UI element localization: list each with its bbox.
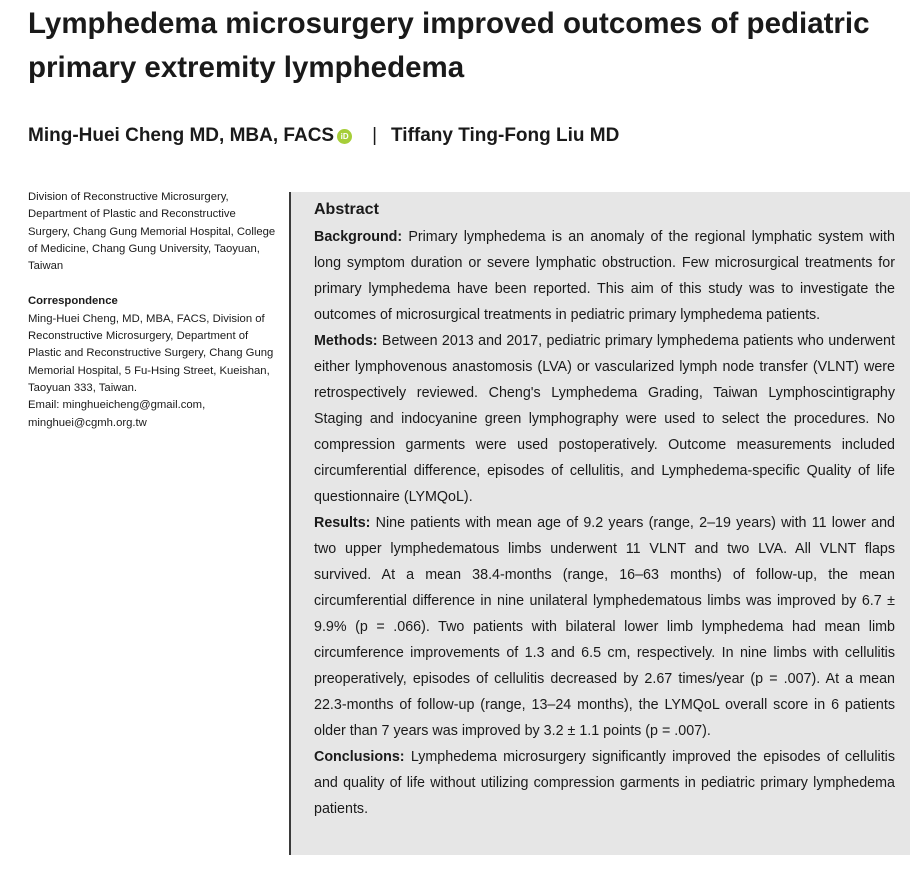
article-title: Lymphedema microsurgery improved outcomes of pediatric primary extremity lymphedema xyxy=(28,7,870,84)
correspondence-email[interactable]: Email: minghueicheng@gmail.com, minghuei@cgmh.org.tw xyxy=(28,399,206,429)
conclusions-text: Lymphedema microsurgery significantly improved the episodes of cellulitis and quality of life without utilizing compression garments in pediatric primary lymphedema patients. xyxy=(314,749,895,817)
background-text: Primary lymphedema is an anomaly of the regional lymphatic system with long symptom duration or severe lymphatic obstruction. Few microsurgical treatments for primary lymphedema have been reported. This aim of this study was to investigate the outcomes of microsurgical treatments in pediatric primary lymphedema patients. xyxy=(314,229,895,323)
author-liu[interactable]: Tiffany Ting-Fong Liu MD xyxy=(391,125,620,146)
correspondence-address: Ming-Huei Cheng, MD, MBA, FACS, Division of Reconstructive Microsurgery, Department of Plastic and Reconstructive Surgery, Chang Gung Memorial Hospital, 5 Fu-Hsing Street, Kueishan, Taoyuan 333, Taiwan. xyxy=(28,312,274,394)
orcid-icon[interactable]: iD xyxy=(337,129,352,144)
methods-text: Between 2013 and 2017, pediatric primary lymphedema patients who underwent either lymphovenous anastomosis (LVA) or vascularized lymph node transfer (VLNT) were retrospectively reviewed. Cheng's Lymphedema Grading, Taiwan Lymphoscintigraphy Staging and indocyanine green lymphography were used to select the procedures. No compression garments were used postoperatively. Outcome measurements included circumferential difference, episodes of cellulitis, and Lymphedema-specific Quality of life questionnaire (LYMQoL). xyxy=(314,333,895,505)
author-cheng[interactable]: Ming-Huei Cheng MD, MBA, FACS xyxy=(28,125,335,146)
abstract-conclusions xyxy=(314,744,895,822)
correspondence-heading: Correspondence xyxy=(28,295,118,308)
abstract-results xyxy=(314,510,895,744)
methods-label: Methods: xyxy=(314,333,378,349)
conclusions-label: Conclusions: xyxy=(314,749,405,765)
abstract-box xyxy=(289,192,910,855)
abstract-methods xyxy=(314,328,895,510)
background-label: Background: xyxy=(314,229,403,245)
abstract-heading: Abstract xyxy=(314,201,379,218)
affiliation: Division of Reconstructive Microsurgery, Department of Plastic and Reconstructive Surgery, Chang Gung Memorial Hospital, College of Medicine, Chang Gung University, Taoyuan, Taiwan xyxy=(28,191,276,273)
author-line xyxy=(28,122,888,150)
results-label: Results: xyxy=(314,515,371,531)
results-text: Nine patients with mean age of 9.2 years (range, 2–19 years) with 11 lower and two upper lymphedematous limbs underwent 11 VLNT and two LVA. All VLNT flaps survived. At a mean 38.4-months (range, 16–63 months) of follow-up, the mean circumferential difference in nine unilateral lymphedematous limbs was improved by 6.7 ± 9.9% (p = .066). Two patients with bilateral lower limb lymphedema had mean limb circumference improvements of 1.3 and 6.5 cm, respectively. In nine limbs with cellulitis preoperatively, episodes of cellulitis decreased by 2.67 times/year (p = .007). At a mean 22.3-months of follow-up (range, 13–24 months), the LYMQoL overall score in 6 patients older than 7 years was improved by 3.2 ± 1.1 points (p = .007). xyxy=(314,515,895,739)
abstract-background xyxy=(314,224,895,328)
author-separator: | xyxy=(372,125,378,146)
author-info-sidebar xyxy=(28,189,280,432)
